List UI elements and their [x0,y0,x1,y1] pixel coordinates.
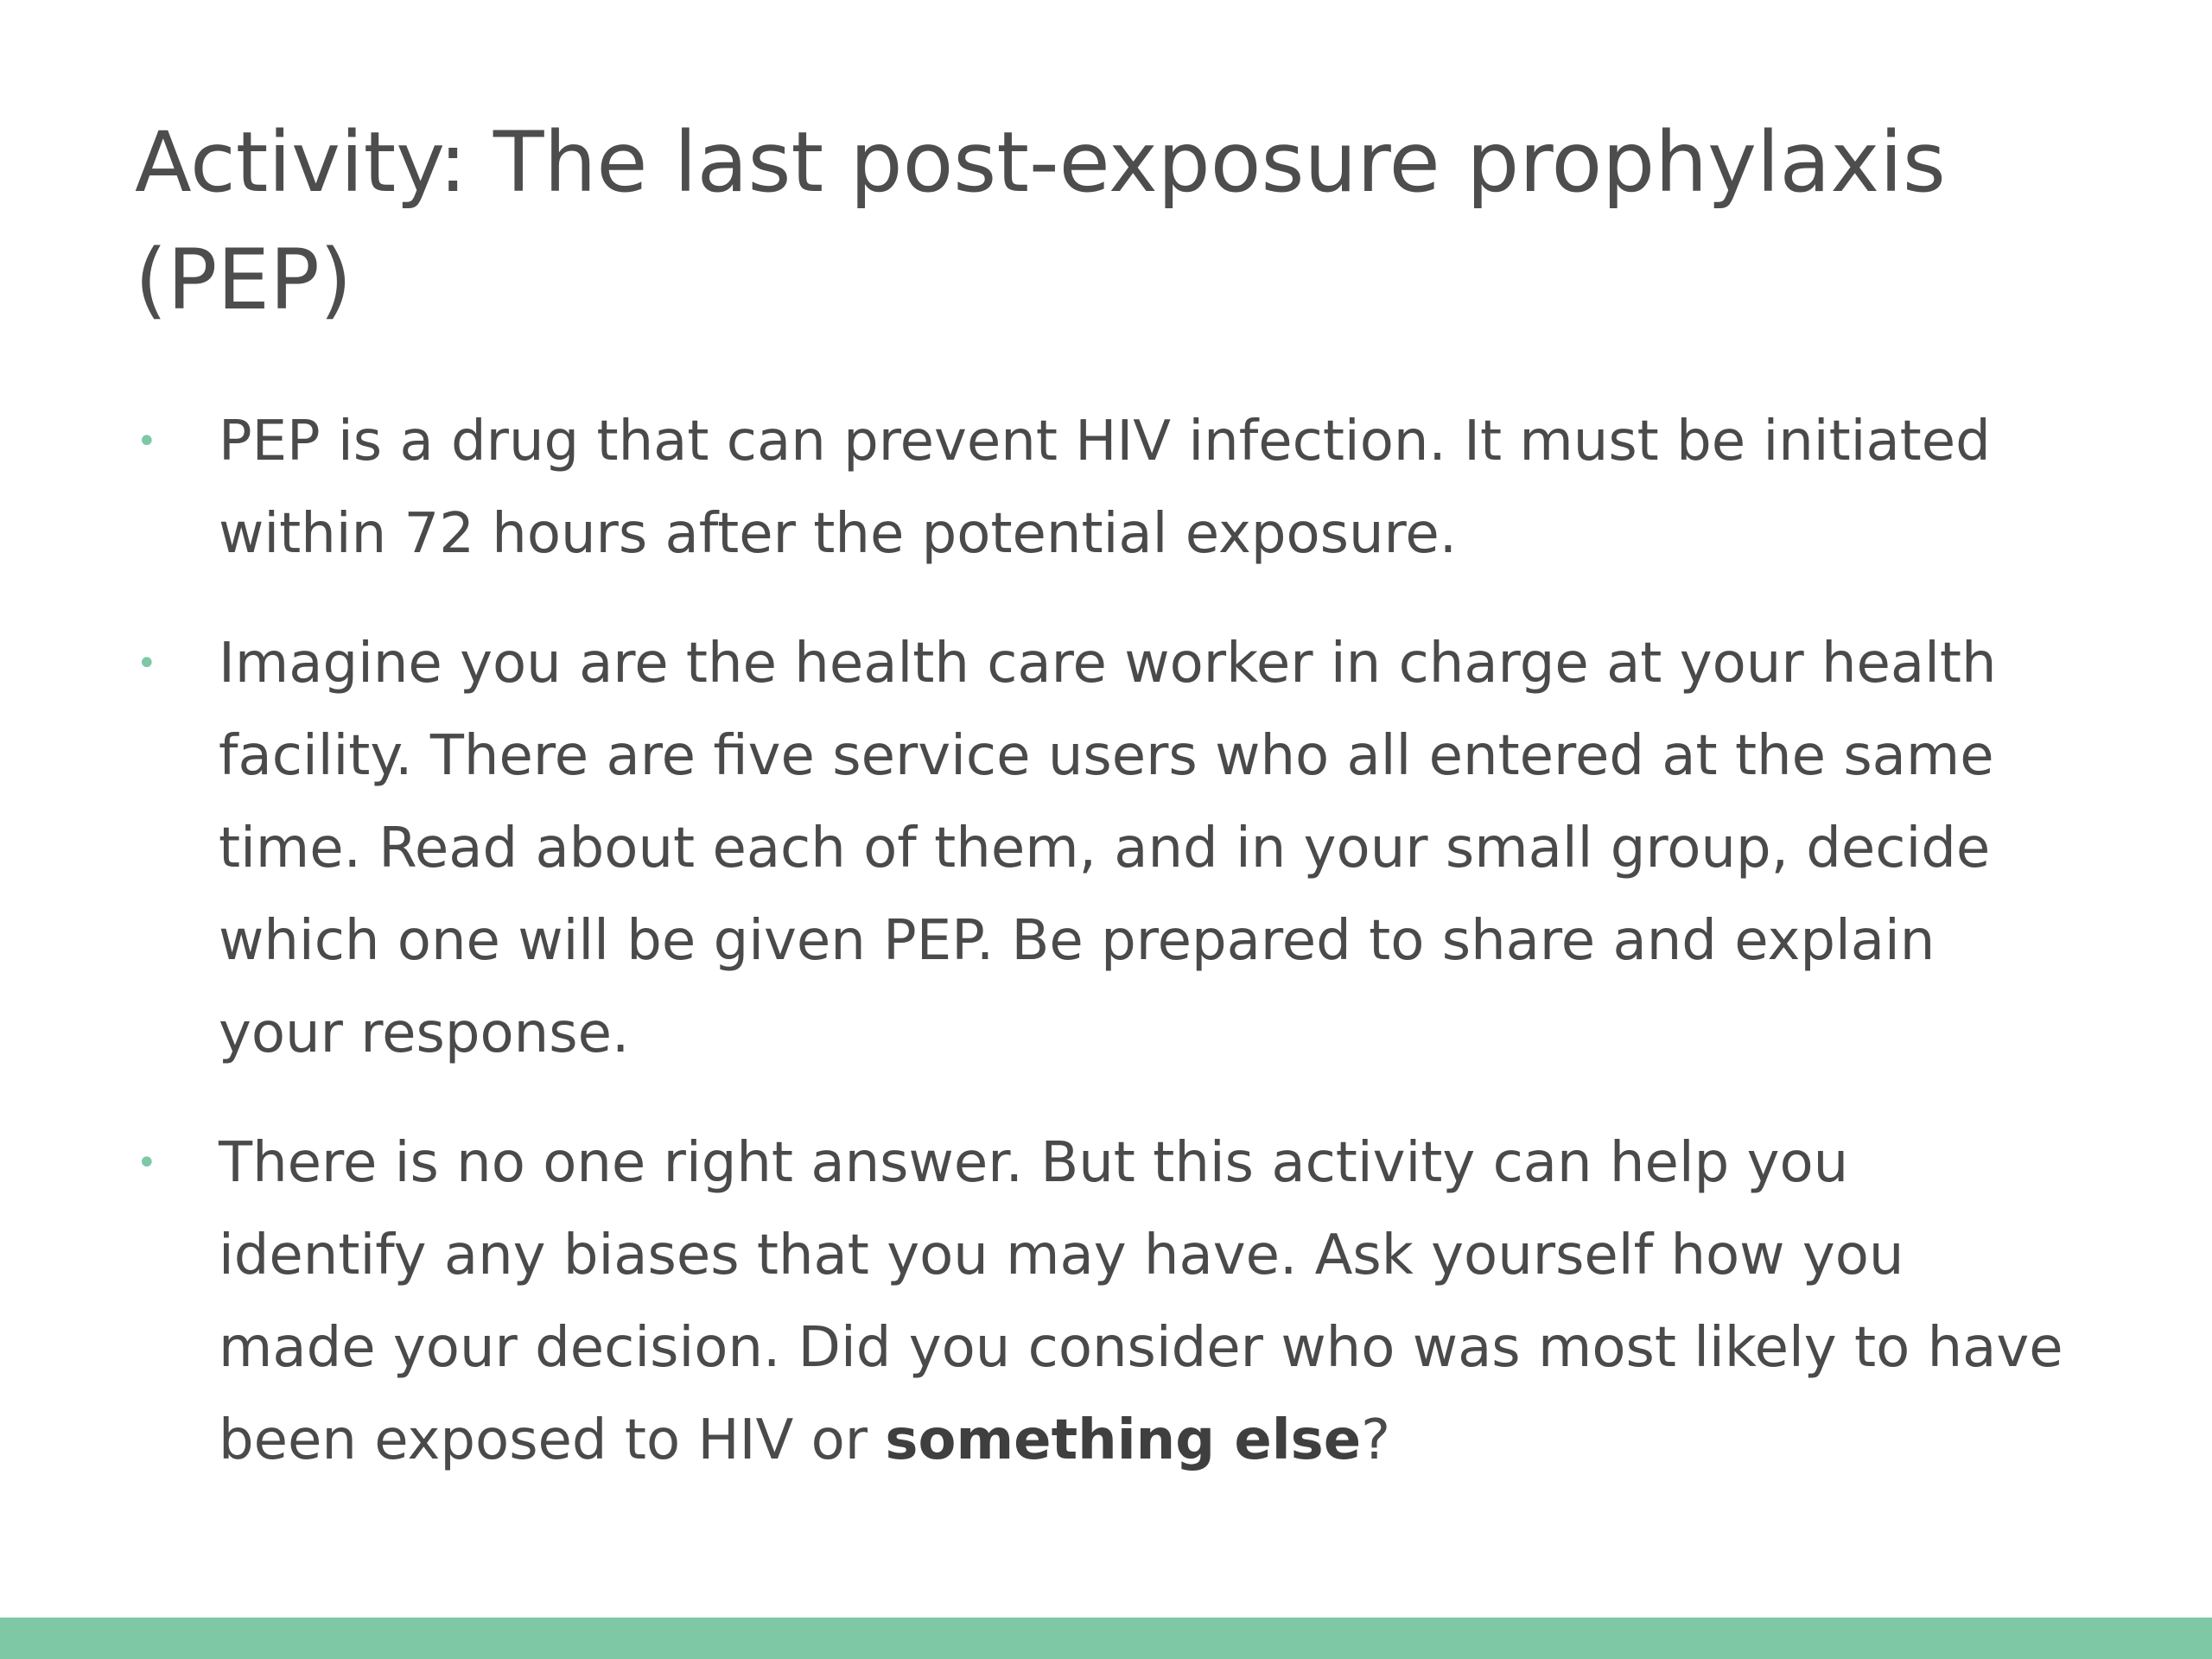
footer-accent-band [0,1618,2212,1659]
slide-title: Activity: The last post-exposure prophylaxis (PEP) [135,114,1946,328]
bullet-icon: • [137,1143,157,1183]
bullet-icon: • [137,422,157,461]
bullet-text: Imagine you are the health care worker in charge at your health facility. There are five service users who all entered at the same time. Read about each of them, and in your small group, decide which one will be given PEP. Be prepared to share and explain your response. [219,632,1997,1065]
bullet-icon: • [137,644,157,683]
bullet-text-end: ? [1361,1408,1391,1472]
bullet-item-reflection [135,1117,2070,1487]
bullet-text: PEP is a drug that can prevent HIV infection. It must be initiated within 72 hours after the potential exposure. [219,410,1991,566]
bullet-item-pep-definition [135,396,2070,581]
bullet-list [135,396,2070,1524]
bullet-item-scenario [135,618,2070,1080]
bullet-text: There is no one right answer. But this activity can help you identify any biases that you may have. Ask yourself how you made your decision. Did you consider who was most likely to have been exposed to HIV or [219,1131,2063,1472]
bullet-text-emphasis: something else [885,1408,1362,1472]
